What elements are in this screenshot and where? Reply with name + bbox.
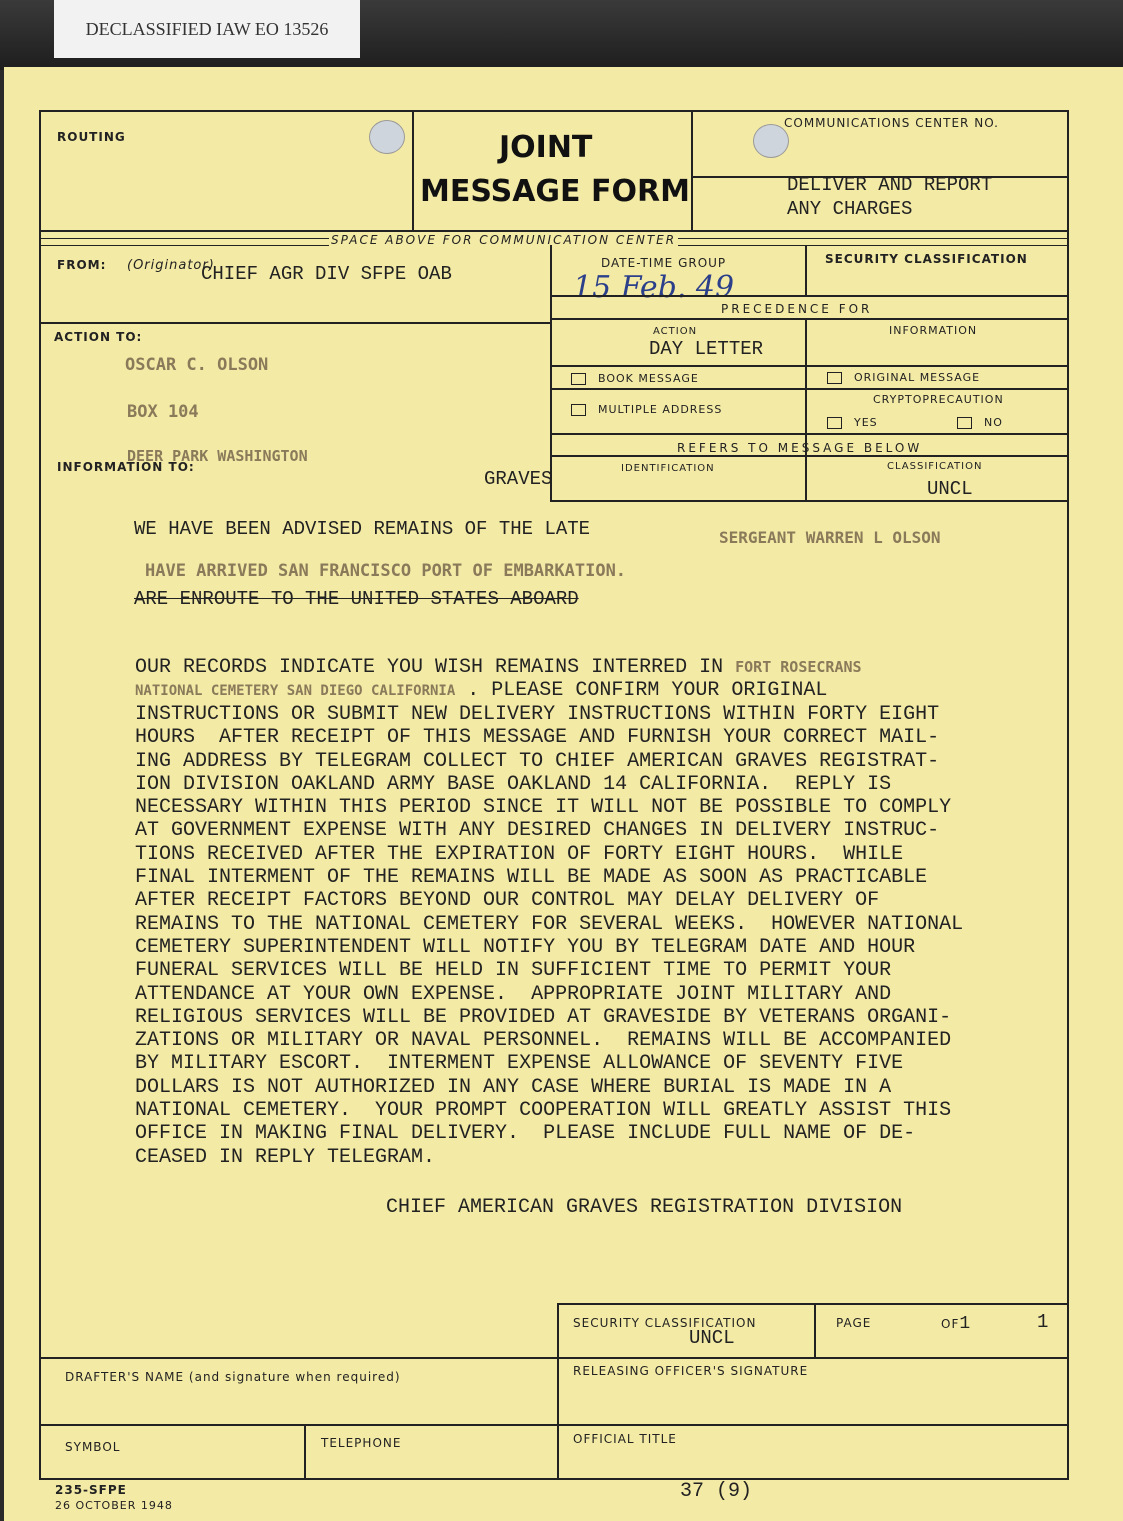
footer-security-label: SECURITY CLASSIFICATION — [573, 1316, 757, 1330]
official-title-label: OFFICIAL TITLE — [573, 1432, 677, 1446]
form-number: 235-SFPE — [55, 1483, 127, 1497]
crypto-no-checkbox[interactable] — [957, 417, 972, 429]
footer-security-value: UNCL — [689, 1327, 735, 1349]
dtg-divider — [550, 295, 1069, 297]
crypto-no-option[interactable] — [957, 416, 1003, 429]
deliver-line-1: DELIVER AND REPORT — [787, 174, 993, 196]
cemetery-name-a: FORT ROSECRANS — [735, 658, 862, 676]
footer-of-label — [941, 1314, 971, 1334]
action-value: DAY LETTER — [649, 338, 764, 360]
original-message-checkbox[interactable] — [827, 372, 842, 384]
information-label: INFORMATION — [889, 324, 978, 337]
symbol-col-rule — [304, 1424, 306, 1480]
telephone-label: TELEPHONE — [321, 1436, 402, 1450]
of-text: OF — [941, 1317, 960, 1331]
security-classification-label: SECURITY CLASSIFICATION — [825, 252, 1028, 266]
drafter-label: DRAFTER'S NAME (and signature when required) — [65, 1370, 401, 1384]
confirm-text: . PLEASE CONFIRM YOUR ORIGINAL — [455, 679, 828, 702]
crypto-no-text: NO — [984, 416, 1003, 429]
right-block-rule — [550, 245, 552, 502]
releasing-label: RELEASING OFFICER'S SIGNATURE — [573, 1364, 809, 1378]
cemetery-name-b: NATIONAL CEMETERY SAN DIEGO CALIFORNIA — [135, 683, 456, 699]
action-divider — [550, 365, 1069, 367]
message-body: INSTRUCTIONS OR SUBMIT NEW DELIVERY INSTRUCTIONS WITHIN FORTY EIGHT HOURS AFTER RECEIPT OF THIS MESSAGE AND FURNISH YOUR CORRECT MAIL- ING ADDRESS BY TELEGRAM COLLECT TO CHIEF AMERICAN GRAVES REGISTRAT- ION DIVISION OAKLAND ARMY BASE OAKLAND 14 CALIFORNIA. REPLY IS NECESSARY WITHIN THIS PERIOD SINCE IT WILL NOT BE POSSIBLE TO COMPLY AT GOVERNMENT EXPENSE WITH ANY DESIRED CHANGES IN DELIVERY INSTRUC- TIONS RECEIVED AFTER THE EXPIRATION OF FORTY EIGHT HOURS. WHILE FINAL INTERMENT OF THE REMAINS WILL BE MADE AS SOON AS PRACTICABLE AFTER RECEIPT FACTORS BEYOND OUR CONTROL MAY DELAY DELIVERY OF REMAINS TO THE NATIONAL CEMETERY FOR SEVERAL WEEKS. HOWEVER NATIONAL CEMETERY SUPERINTENDENT WILL NOTIFY YOU BY TELEGRAM DATE AND HOUR FUNERAL SERVICES WILL BE HELD IN SUFFICIENT TIME TO PERMIT YOUR ATTENDANCE AT YOUR OWN EXPENSE. APPROPRIATE JOINT MILITARY AND RELIGIOUS SERVICES WILL BE PROVIDED AT GRAVESIDE BY VETERANS ORGANI- ZATIONS OR MILITARY OR NAVAL PERSONNEL. REMAINS WILL BE ACCOMPANIED BY MILITARY ESCORT. INTERMENT EXPENSE ALLOWANCE OF SEVENTY FIVE DOLLARS IS NOT AUTHORIZED IN ANY CASE WHERE BURIAL IS MADE IN A NATIONAL CEMETERY. YOUR PROMPT COOPERATION WILL GREATLY ASSIST THIS OFFICE IN MAKING FINAL DELIVERY. PLEASE INCLUDE FULL NAME OF DE- CEASED IN REPLY TELEGRAM. — [135, 703, 964, 1169]
from-label: FROM: — [57, 258, 107, 272]
message-line-3-struck: ARE ENROUTE TO THE UNITED STATES ABOARD — [134, 588, 579, 610]
refers-divider — [550, 455, 1069, 457]
from-value: CHIEF AGR DIV SFPE OAB — [201, 263, 452, 285]
records-line — [135, 656, 862, 679]
addressee-city: DEER PARK WASHINGTON — [127, 447, 308, 465]
action-to-label: ACTION TO: — [54, 330, 143, 344]
of-value: 1 — [959, 1314, 972, 1334]
crypto-yes-text: YES — [854, 416, 878, 429]
refers-bottom — [550, 500, 1069, 502]
cryptoprecaution-label: CRYPTOPRECAUTION — [873, 393, 1004, 406]
refers-label: REFERS TO MESSAGE BELOW — [677, 441, 923, 455]
page-col-rule — [814, 1303, 816, 1357]
footer-top-rule — [557, 1303, 1069, 1305]
message-signature: CHIEF AMERICAN GRAVES REGISTRATION DIVISION — [386, 1196, 903, 1219]
action-label: ACTION — [653, 326, 698, 337]
routing-label: ROUTING — [57, 130, 126, 144]
addressee-name: OSCAR C. OLSON — [125, 355, 269, 375]
footer-page-label: PAGE — [836, 1316, 872, 1330]
addressee-box: BOX 104 — [127, 402, 199, 422]
original-message-option[interactable] — [827, 371, 980, 384]
footer-page-value: 1 — [1037, 1311, 1049, 1333]
footer-low-rule — [39, 1424, 1069, 1426]
classification-value: UNCL — [927, 478, 973, 500]
footer-right-block — [557, 1303, 559, 1480]
info-col-rule — [805, 318, 807, 502]
deceased-name: SERGEANT WARREN L OLSON — [719, 528, 941, 547]
header-rule-1 — [412, 110, 414, 230]
form-title-joint: JOINT — [499, 130, 593, 165]
dtg-handwritten: 15 Feb. 49 — [573, 270, 735, 305]
book-message-option[interactable] — [571, 372, 699, 385]
classification-label: CLASSIFICATION — [887, 461, 983, 472]
footer-mid-rule — [39, 1357, 1069, 1359]
dtg-rule — [805, 245, 807, 295]
from-divider — [39, 322, 550, 324]
header-rule-2 — [691, 110, 693, 230]
cemetery-line — [135, 679, 827, 702]
crypto-yes-option[interactable] — [827, 416, 878, 429]
crypto-divider — [550, 433, 1069, 435]
original-message-text: ORIGINAL MESSAGE — [854, 371, 981, 384]
multiple-address-option[interactable] — [571, 403, 722, 416]
information-to-label: INFORMATION TO: — [57, 460, 195, 474]
dtg-label: DATE-TIME GROUP — [601, 256, 727, 270]
page-stamp: 37 (9) — [680, 1480, 753, 1503]
space-above-label: SPACE ABOVE FOR COMMUNICATION CENTER — [331, 233, 677, 247]
precedence-divider — [550, 318, 1069, 320]
declassified-stamp: DECLASSIFIED IAW EO 13526 — [54, 0, 360, 58]
book-divider — [550, 388, 1069, 390]
form-date: 26 OCTOBER 1948 — [55, 1499, 173, 1512]
multiple-address-text: MULTIPLE ADDRESS — [598, 403, 723, 416]
records-text: OUR RECORDS INDICATE YOU WISH REMAINS INTERRED IN — [135, 656, 724, 679]
deliver-line-2: ANY CHARGES — [787, 198, 913, 220]
crypto-yes-checkbox[interactable] — [827, 417, 842, 429]
message-line-2: HAVE ARRIVED SAN FRANCISCO PORT OF EMBARKATION. — [145, 561, 627, 581]
identification-label: IDENTIFICATION — [621, 463, 715, 474]
punch-hole-1 — [369, 120, 405, 154]
graves-ref: GRAVES — [484, 468, 553, 490]
symbol-label: SYMBOL — [65, 1440, 121, 1454]
book-message-checkbox[interactable] — [571, 373, 586, 385]
precedence-label: PRECEDENCE FOR — [721, 302, 873, 316]
form-title-message-form: MESSAGE FORM — [420, 174, 690, 209]
book-message-text: BOOK MESSAGE — [598, 372, 699, 385]
message-line-1: WE HAVE BEEN ADVISED REMAINS OF THE LATE — [134, 518, 591, 540]
header-divider — [39, 230, 1069, 232]
multiple-address-checkbox[interactable] — [571, 404, 586, 416]
from-sublabel: (Originator) — [127, 258, 215, 273]
comm-center-label: COMMUNICATIONS CENTER NO. — [784, 116, 999, 130]
